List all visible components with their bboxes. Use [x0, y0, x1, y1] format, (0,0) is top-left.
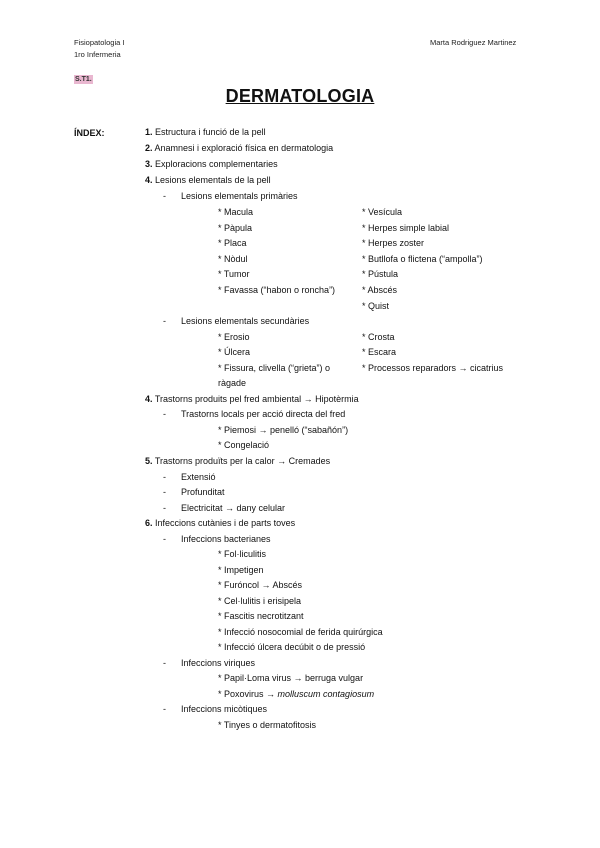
list-item: * Favassa (“habon o roncha”)	[218, 285, 336, 295]
list-item: * Papil·Loma virus → berruga vulgar	[218, 673, 364, 683]
list-item	[218, 688, 374, 700]
subsection-primaries: Lesions elementals primàries	[181, 191, 298, 201]
item-text: Infeccions cutànies i de parts toves	[152, 518, 296, 528]
index-item-3	[145, 158, 278, 170]
dash-bullet: -	[163, 487, 166, 497]
dash-bullet: -	[163, 472, 166, 482]
subsection-electricitat: Electricitat → dany celular	[181, 503, 286, 513]
list-item: * Macula	[218, 207, 254, 217]
list-item: * Butllofa o flictena (“ampolla”)	[362, 254, 483, 264]
item-text: Estructura i funció de la pell	[152, 127, 266, 137]
list-item: * Infecció nosocomial de ferida quirúrgica	[218, 627, 383, 637]
list-item: * Infecció úlcera decúbit o de pressió	[218, 642, 366, 652]
list-item: * Congelació	[218, 440, 270, 450]
header-left	[74, 37, 124, 61]
subsection-locals-fred: Trastorns locals per acció directa del fred	[181, 409, 346, 419]
list-item: * Fascitis necrotitzant	[218, 611, 304, 621]
list-item: * Piemosi → penelló (“sabañón”)	[218, 425, 349, 435]
dash-bullet: -	[163, 658, 166, 668]
subsection-secundaries: Lesions elementals secundàries	[181, 316, 310, 326]
list-item: * Processos reparadors → cicatrius	[362, 363, 504, 373]
list-item: * Erosio	[218, 332, 250, 342]
list-item: * Tinyes o dermatofitosis	[218, 720, 317, 730]
list-item: * Cel·lulitis i erisipela	[218, 596, 302, 606]
index-item-4	[145, 174, 271, 186]
item-number: 4.	[145, 394, 153, 404]
item-text: Lesions elementals de la pell	[152, 175, 271, 185]
dash-bullet: -	[163, 704, 166, 714]
author-name: Marta Rodriguez Martinez	[430, 38, 517, 47]
item-text: Trastorns produits pel fred ambiental → Hipotèrmia	[152, 394, 359, 404]
item-number: 3.	[145, 159, 153, 169]
item-text: Trastorns produïts per la calor → Cremades	[152, 456, 331, 466]
subsection-extensio: Extensió	[181, 472, 216, 482]
index-item-5	[145, 455, 330, 467]
dash-bullet: -	[163, 534, 166, 544]
index-item-1	[145, 126, 266, 138]
list-item: * Quist	[362, 301, 390, 311]
item-text: * Poxovirus →	[218, 689, 278, 699]
dash-bullet: -	[163, 191, 166, 201]
item-number: 5.	[145, 456, 153, 466]
item-number: 2.	[145, 143, 153, 153]
page-title: DERMATOLOGIA	[225, 86, 375, 106]
index-item-4b	[145, 393, 359, 405]
list-item: * Nòdul	[218, 254, 248, 264]
list-item: * Escara	[362, 347, 397, 357]
list-item: ràgade	[218, 378, 247, 388]
item-text: Anamnesi i exploració física en dermatologia	[152, 143, 334, 153]
list-item: * Impetigen	[218, 565, 264, 575]
index-label: ÍNDEX:	[74, 128, 105, 138]
course-name: Fisiopatologia I	[74, 38, 125, 47]
subsection-viriques: Infeccions viriques	[181, 658, 256, 668]
list-item: * Fol·liculitis	[218, 549, 267, 559]
session-badge: S.T1.	[75, 76, 92, 83]
dash-bullet: -	[163, 316, 166, 326]
list-item: * Herpes zoster	[362, 238, 425, 248]
list-item: * Pústula	[362, 269, 399, 279]
list-item: * Furóncol → Abscés	[218, 580, 303, 590]
index-item-6	[145, 517, 295, 529]
course-year: 1ro Infermeria	[74, 50, 121, 59]
item-number: 4.	[145, 175, 153, 185]
list-item: * Tumor	[218, 269, 250, 279]
item-text: Exploracions complementaries	[152, 159, 278, 169]
subsection-micotiques: Infeccions micòtiques	[181, 704, 268, 714]
list-item: * Herpes simple labial	[362, 223, 450, 233]
list-item: * Fissura, clivella (“grieta”) o	[218, 363, 331, 373]
list-item: * Pàpula	[218, 223, 253, 233]
list-item: * Abscés	[362, 285, 398, 295]
subsection-profunditat: Profunditat	[181, 487, 225, 497]
dash-bullet: -	[163, 409, 166, 419]
subsection-bacterianes: Infeccions bacterianes	[181, 534, 271, 544]
list-item: * Vesícula	[362, 207, 403, 217]
list-item: * Placa	[218, 238, 247, 248]
item-number: 6.	[145, 518, 153, 528]
item-number: 1.	[145, 127, 153, 137]
species-name: molluscum contagiosum	[277, 689, 375, 699]
index-item-2	[145, 142, 333, 154]
list-item: * Úlcera	[218, 347, 251, 357]
dash-bullet: -	[163, 503, 166, 513]
list-item: * Crosta	[362, 332, 395, 342]
